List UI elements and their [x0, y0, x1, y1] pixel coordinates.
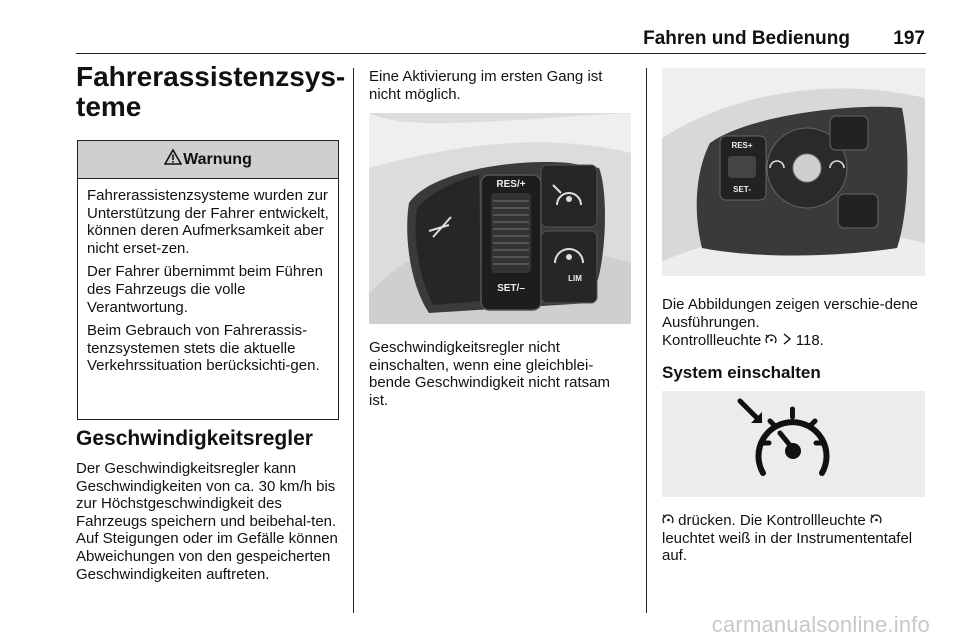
steering-wheel-controls-figure-2 — [662, 68, 925, 276]
system-on-instruction — [662, 512, 925, 565]
lim-button-label: LIM — [568, 274, 582, 283]
cruise-control-not-on-warning: Geschwindigkeitsregler nicht einschalten, wenn eine gleichblei-bende Geschwindigkeit nicht ratsam ist. — [369, 339, 610, 409]
warning-paragraph: Fahrerassistenzsysteme wurden zur Unterstützung der Fahrer entwickelt, können deren Aufmerksamkeit aber nicht erset-zen. — [87, 187, 329, 257]
page-number: 197 — [893, 28, 925, 49]
warning-header — [78, 141, 338, 179]
cruise-control-symbol-figure — [662, 391, 925, 497]
column-divider-2 — [646, 68, 647, 613]
watermark: carmanualsonline.info — [711, 612, 930, 637]
section-title — [76, 62, 346, 122]
cruise-control-icon — [765, 332, 777, 350]
warning-title: Warnung — [183, 150, 252, 168]
cruise-control-icon — [662, 512, 674, 530]
cruise-control-heading: Geschwindigkeitsregler — [76, 427, 313, 450]
indicator-label: Kontrollleuchte — [662, 332, 762, 349]
cruise-control-intro: Der Geschwindigkeitsregler kann Geschwindigkeiten von ca. 30 km/h bis zur Höchstgeschwindigkeit des Fahrzeugs speichern und beibehal-ten. Auf Steigungen oder im Gefälle können Abweichungen von den gespeicherten Geschwindigkeiten auftreten. — [76, 460, 338, 583]
set-button-label: SET/– — [497, 283, 525, 294]
indicator-reference — [662, 332, 925, 350]
res-button-label: RES/+ — [496, 179, 526, 190]
column-divider-1 — [353, 68, 354, 613]
system-on-heading: System einschalten — [662, 363, 821, 382]
section-title-line-2: teme — [76, 91, 142, 122]
first-gear-note: Eine Aktivierung im ersten Gang ist nicht möglich. — [369, 68, 603, 103]
press-text-b: leuchtet weiß in der Instrumententafel auf. — [662, 529, 913, 565]
indicator-page-reference[interactable]: 118. — [795, 332, 824, 349]
page-reference-arrow-icon — [782, 332, 792, 350]
header-rule — [76, 53, 926, 54]
warning-body — [78, 179, 338, 375]
warning-paragraph: Der Fahrer übernimmt beim Führen des Fahrzeugs die volle Verantwortung. — [87, 263, 323, 316]
variants-note: Die Abbildungen zeigen verschie-dene Ausführungen. — [662, 296, 919, 331]
running-header-title: Fahren und Bedienung — [643, 28, 850, 49]
press-text-a: drücken. Die Kontrollleuchte — [678, 512, 866, 529]
res-button-label-alt: RES+ — [731, 141, 753, 150]
cruise-control-icon — [662, 391, 925, 497]
cruise-control-icon — [870, 512, 882, 530]
steering-wheel-controls-figure-1 — [369, 113, 631, 324]
warning-paragraph: Beim Gebrauch von Fahrerassis-tenzsystemen stets die aktuelle Verkehrssituation berücksichti-gen. — [87, 322, 320, 375]
set-button-label-alt: SET- — [733, 185, 751, 194]
section-title-line-1: Fahrerassistenzsys- — [76, 61, 346, 92]
warning-triangle-icon — [164, 149, 182, 170]
warning-box — [77, 140, 339, 420]
